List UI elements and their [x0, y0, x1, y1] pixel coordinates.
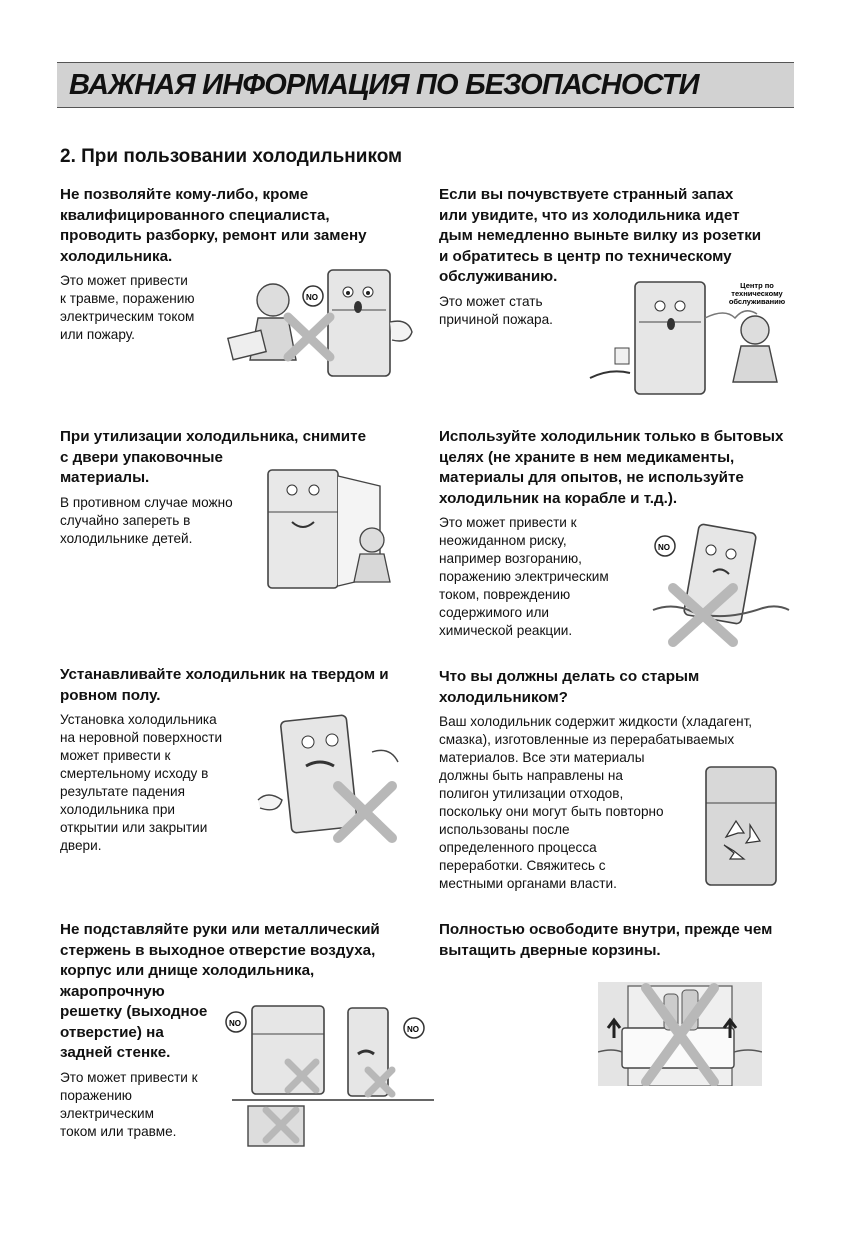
block-heading: Полностью освободите внутри, прежде чем вытащить дверные корзины. — [439, 921, 773, 959]
block-body: В противном случае можно случайно запереть в холодильнике детей. — [60, 494, 233, 546]
power-socket-icon — [615, 348, 629, 364]
section-title: 2. При пользовании холодильником — [60, 146, 403, 167]
svg-text:NO: NO — [407, 1025, 419, 1034]
svg-text:обслуживанию: обслуживанию — [728, 297, 786, 306]
illustration-air-outlet — [222, 1000, 436, 1148]
block-heading: Не подставляйте руки или металлический стержень в выходное отверстие воздуха, корпус или днище холодильника, жаропрочную решетку (выходное отверстие) на задней стенке. — [60, 921, 380, 1061]
illustration-ship-use — [643, 520, 793, 648]
block-body: Установка холодильника на неровной поверхности может привести к смертельному исходу в результате падения холодильника при открытии или закрытии двери. — [60, 712, 223, 853]
page-title: ВАЖНАЯ ИНФОРМАЦИЯ ПО БЕЗОПАСНОСТИ — [69, 69, 699, 101]
instruction-block-door-baskets — [439, 920, 799, 961]
block-body: Это может привести к поражению электрическим током или травме. — [60, 1069, 198, 1139]
illustration-service-center — [585, 278, 797, 400]
illustration-child-fridge — [262, 466, 410, 594]
block-heading: Что вы должны делать со старым холодильником? — [439, 668, 700, 706]
svg-text:техническому: техническому — [731, 289, 783, 298]
block-body: Ваш холодильник содержит жидкости (хладагент, смазка), изготовленные из перерабатываемых материалов. Все эти материалы должны быть направлены на полигон утилизации отходов, поскольку они могут быть повторно использованы после определенного процесса переработки. Свяжитесь с местными органами власти. — [439, 714, 753, 891]
svg-text:NO: NO — [229, 1019, 241, 1028]
illustration-repair — [218, 262, 418, 382]
no-sign-icon: NO — [306, 293, 318, 302]
illustration-door-basket — [598, 982, 762, 1086]
block-heading: Используйте холодильник только в бытовых целях (не храните в нем медикаменты, материалы для опытов, не используйте холодильник на корабле и т.д.). — [439, 428, 784, 507]
cross-mark-icon — [288, 317, 330, 357]
block-body: Это может стать причиной пожара. — [439, 293, 553, 327]
block-body: Это может привести к неожиданном риску, например возгоранию, поражению электрическим током, повреждению содержимого или химической реакции. — [439, 515, 609, 638]
header-banner — [57, 62, 794, 108]
block-heading: Не позволяйте кому-либо, кроме квалифицированного специалиста, проводить разборку, ремонт или замену холодильника. — [60, 186, 367, 265]
block-heading: Устанавливайте холодильник на твердом и ровном полу. — [60, 666, 389, 704]
svg-text:NO: NO — [658, 543, 670, 552]
block-heading: Если вы почувствуете странный запах или увидите, что из холодильника идет дым немедленно выньте вилку из розетки и обратитесь в центр по техническому обслуживанию. — [439, 186, 762, 285]
illustration-recycle — [704, 765, 778, 889]
block-body: Это может привести к травме, поражению электрическим током или пожару. — [60, 273, 195, 342]
svg-text:Центр по: Центр по — [740, 281, 774, 290]
illustration-uneven-floor — [252, 712, 412, 844]
block-heading: При утилизации холодильника, снимите с двери упаковочные материалы. — [60, 428, 367, 486]
